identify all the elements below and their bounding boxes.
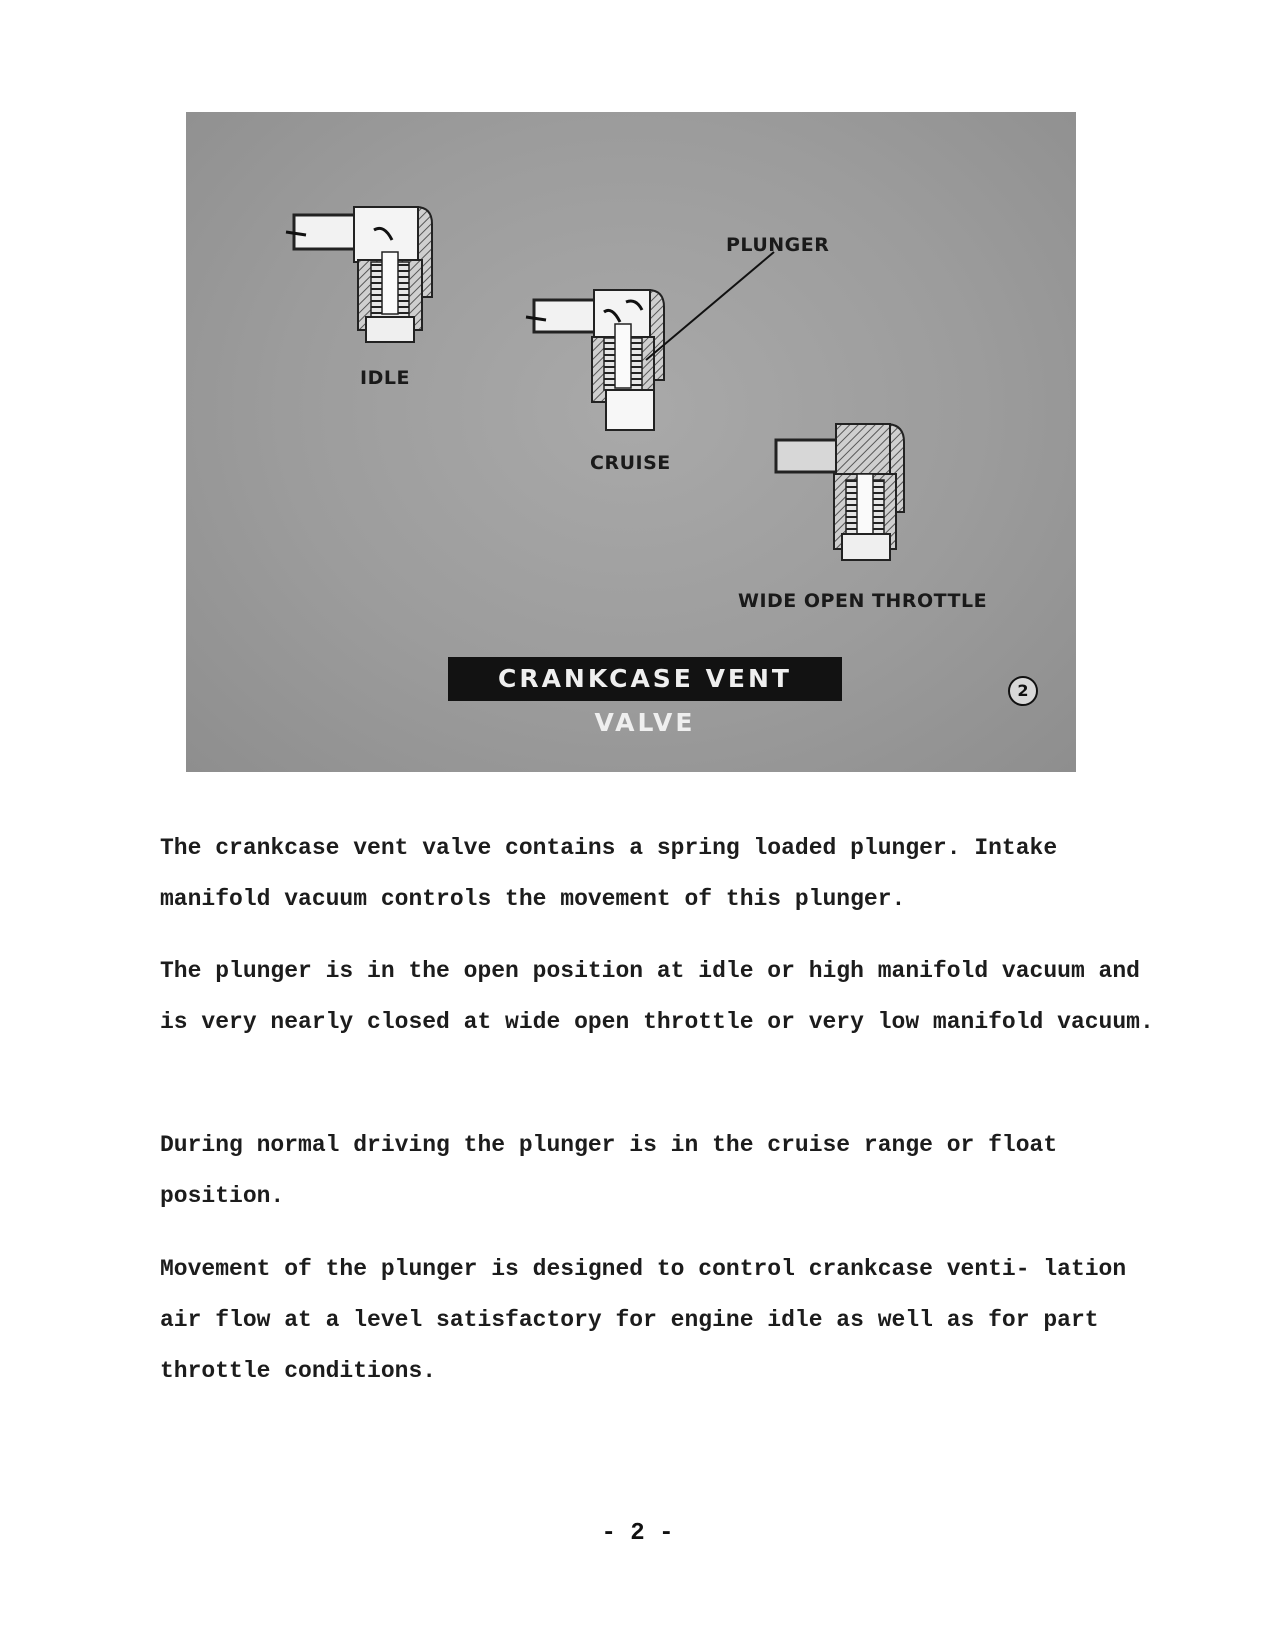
paragraph-2: The plunger is in the open position at idle or high manifold vacuum and is very nearly closed at wide open throttle or very low manifold vacuum.: [160, 958, 1154, 1035]
crankcase-vent-valve-figure: [186, 112, 1076, 772]
wide-open-throttle-valve-diagram: [776, 424, 904, 560]
paragraph-1: The crankcase vent valve contains a spring loaded plunger. Intake manifold vacuum controls the movement of this plunger.: [160, 835, 1058, 912]
figure-title: CRANKCASE VENT VALVE: [448, 657, 842, 701]
idle-valve-diagram: [286, 207, 432, 342]
plunger-leader-line: [646, 252, 774, 360]
idle-label: IDLE: [360, 367, 410, 389]
wide-open-throttle-label: WIDE OPEN THROTTLE: [738, 590, 988, 612]
cruise-label: CRUISE: [590, 452, 671, 474]
plunger-label: PLUNGER: [726, 234, 830, 256]
paragraph-4: Movement of the plunger is designed to control crankcase venti- lation air flow at a level satisfactory for engine idle as well as for part throttle conditions.: [160, 1256, 1127, 1384]
figure-number: 2: [1008, 676, 1038, 706]
cruise-valve-diagram: [526, 290, 664, 430]
paragraph-3: During normal driving the plunger is in the cruise range or float position.: [160, 1132, 1058, 1209]
page-number: - 2 -: [601, 1520, 674, 1547]
